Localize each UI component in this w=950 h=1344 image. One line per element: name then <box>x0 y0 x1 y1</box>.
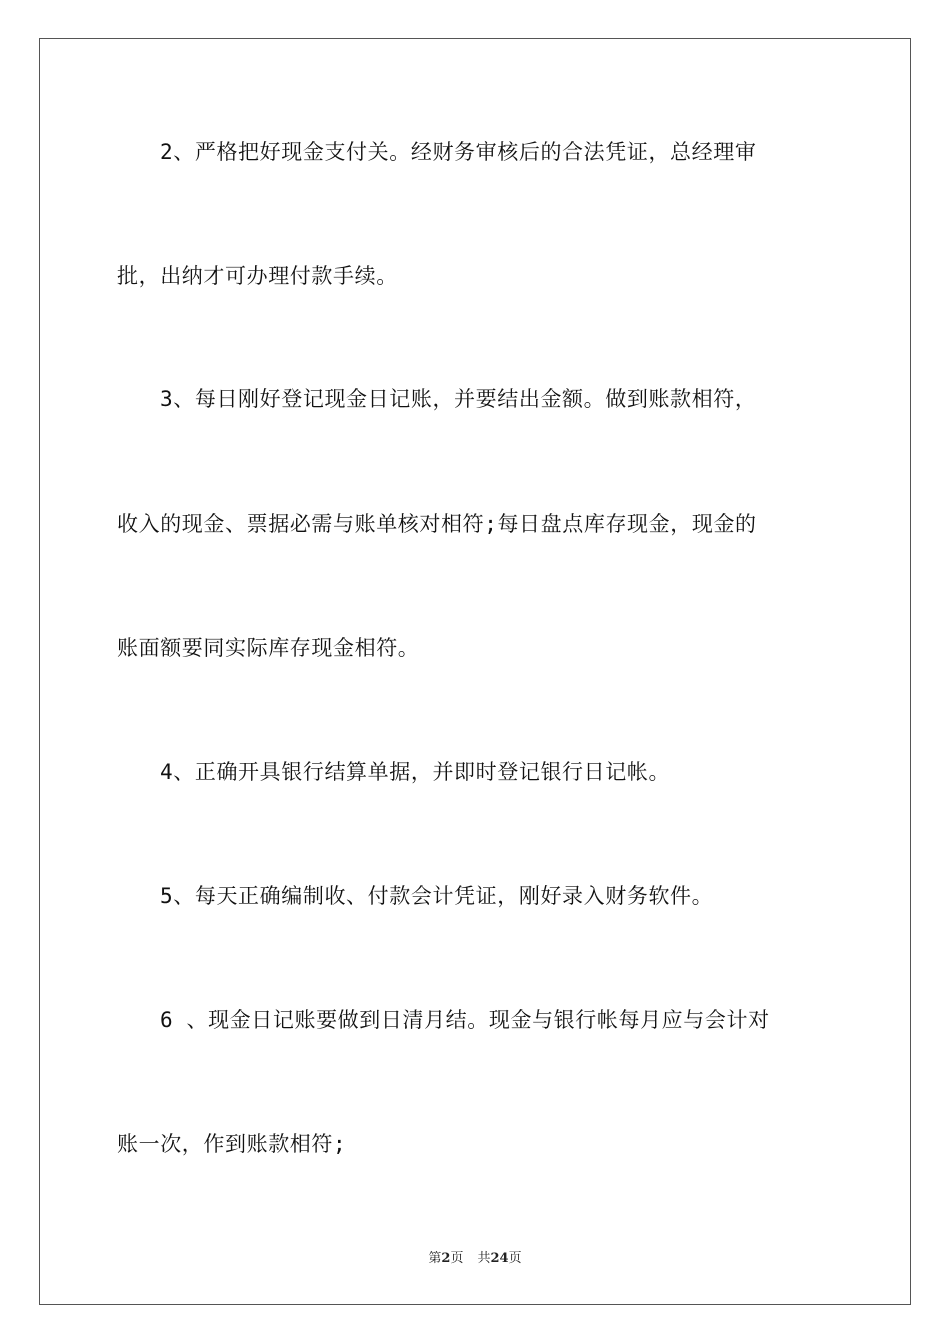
paragraph-4-line-1: 4、正确开具银行结算单据，并即时登记银行日记帐。 <box>160 760 671 784</box>
total-prefix: 共 <box>477 1251 491 1266</box>
total-suffix: 页 <box>508 1251 522 1266</box>
paragraph-3-line-1: 3、每日刚好登记现金日记账，并要结出金额。做到账款相符， <box>160 387 757 411</box>
page-number: 2 <box>441 1251 451 1266</box>
paragraph-2-line-1: 2、严格把好现金支付关。经财务审核后的合法凭证，总经理审 <box>160 140 757 164</box>
total-pages: 24 <box>490 1251 509 1266</box>
page-footer <box>0 1247 950 1266</box>
paragraph-3-line-3: 账面额要同实际库存现金相符。 <box>117 636 420 660</box>
paragraph-2-line-2: 批，出纳才可办理付款手续。 <box>117 264 398 288</box>
paragraph-6-line-1: 6 、现金日记账要做到日清月结。现金与银行帐每月应与会计对 <box>160 1008 770 1032</box>
page-border <box>39 38 911 1305</box>
page-suffix: 页 <box>450 1251 464 1266</box>
page-prefix: 第 <box>428 1251 442 1266</box>
paragraph-3-line-2: 收入的现金、票据必需与账单核对相符;每日盘点库存现金，现金的 <box>117 512 757 536</box>
paragraph-5-line-1: 5、每天正确编制收、付款会计凭证，刚好录入财务软件。 <box>160 884 714 908</box>
paragraph-6-line-2: 账一次，作到账款相符; <box>117 1132 347 1156</box>
